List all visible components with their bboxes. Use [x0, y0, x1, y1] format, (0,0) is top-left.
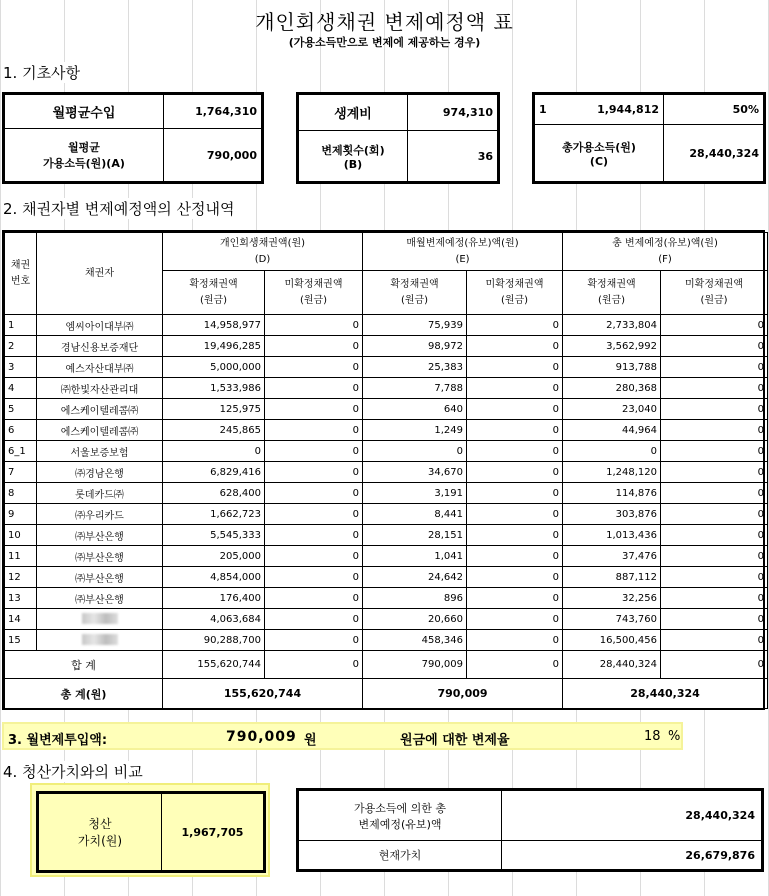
creditor-table — [2, 230, 765, 710]
row-f-unconfirmed: 0 — [661, 315, 768, 336]
row-creditor: ㈜부산은행 — [37, 588, 163, 609]
row-e-unconfirmed: 0 — [467, 504, 563, 525]
row-f-confirmed: 2,733,804 — [563, 315, 661, 336]
sum-d2: 0 — [265, 651, 363, 679]
sum-f1: 28,440,324 — [563, 651, 661, 679]
row-f-confirmed: 1,013,436 — [563, 525, 661, 546]
row-creditor — [37, 630, 163, 651]
row-d-confirmed: 628,400 — [163, 483, 265, 504]
row-creditor: 에스케이텔레콤㈜ — [37, 420, 163, 441]
group-d-line2: (D) — [254, 253, 271, 265]
row-d-confirmed: 245,865 — [163, 420, 265, 441]
row-f-confirmed: 114,876 — [563, 483, 661, 504]
row-f-unconfirmed: 0 — [661, 588, 768, 609]
table-row — [5, 525, 768, 546]
sum-e2: 0 — [467, 651, 563, 679]
row-f-unconfirmed: 0 — [661, 441, 768, 462]
row-f-unconfirmed: 0 — [661, 504, 768, 525]
sub-e-confirmed-line1: 확정채권액 — [390, 278, 439, 290]
comparison-box — [296, 788, 764, 872]
row-creditor: ㈜부산은행 — [37, 525, 163, 546]
compare-label-line1: 가용소득에 의한 총 — [353, 801, 446, 815]
col-no-header — [5, 233, 37, 315]
repay-count-label-line1: 변제횟수(회) — [321, 143, 385, 157]
table-row — [5, 546, 768, 567]
repay-count-value[interactable]: 36 — [408, 131, 498, 182]
table-row — [5, 420, 768, 441]
group-f-line2: (F) — [658, 253, 672, 265]
row-f-confirmed: 280,368 — [563, 378, 661, 399]
row-d-confirmed: 14,958,977 — [163, 315, 265, 336]
row-e-unconfirmed: 0 — [467, 567, 563, 588]
row-d-confirmed: 19,496,285 — [163, 336, 265, 357]
row-d-unconfirmed: 0 — [265, 336, 363, 357]
row-e-confirmed: 3,191 — [363, 483, 467, 504]
row-e-unconfirmed: 0 — [467, 462, 563, 483]
group-e-line2: (E) — [455, 253, 470, 265]
row-e-confirmed: 25,383 — [363, 357, 467, 378]
row-e-confirmed: 8,441 — [363, 504, 467, 525]
row-e-confirmed: 1,041 — [363, 546, 467, 567]
row-f-confirmed: 913,788 — [563, 357, 661, 378]
row-d-unconfirmed: 0 — [265, 525, 363, 546]
row-f-confirmed: 0 — [563, 441, 661, 462]
row-no: 5 — [5, 399, 37, 420]
grand-total-f: 28,440,324 — [563, 679, 768, 709]
table-row — [5, 399, 768, 420]
grand-total-label: 총 계(원) — [5, 679, 163, 709]
aux-amount: 1,944,812 — [597, 103, 659, 117]
table-row — [5, 315, 768, 336]
repayment-rate-value: 18 — [644, 729, 661, 744]
row-d-confirmed: 176,400 — [163, 588, 265, 609]
row-creditor: 에스케이텔레콤㈜ — [37, 399, 163, 420]
sub-d-unconfirmed — [265, 271, 363, 315]
row-f-unconfirmed: 0 — [661, 462, 768, 483]
sub-d-unconfirmed-line2: (원금) — [299, 294, 328, 306]
present-value: 26,679,876 — [502, 841, 762, 870]
row-d-unconfirmed: 0 — [265, 546, 363, 567]
row-d-unconfirmed: 0 — [265, 357, 363, 378]
compare-label — [299, 791, 502, 841]
row-d-confirmed: 1,533,986 — [163, 378, 265, 399]
row-no: 7 — [5, 462, 37, 483]
page-subtitle: (가용소득만으로 변제에 제공하는 경우) — [288, 36, 481, 49]
table-row — [5, 378, 768, 399]
row-e-confirmed: 98,972 — [363, 336, 467, 357]
liquidation-label-line1: 청산 — [88, 817, 112, 831]
row-creditor — [37, 609, 163, 630]
row-e-unconfirmed: 0 — [467, 420, 563, 441]
monthly-available-value[interactable]: 790,000 — [164, 129, 262, 182]
row-e-confirmed: 24,642 — [363, 567, 467, 588]
repayment-rate-unit: % — [668, 729, 681, 744]
monthly-payment-amount: 790,009 — [226, 729, 297, 745]
row-d-unconfirmed: 0 — [265, 420, 363, 441]
row-e-confirmed: 75,939 — [363, 315, 467, 336]
row-f-confirmed: 3,562,992 — [563, 336, 661, 357]
row-creditor: ㈜부산은행 — [37, 546, 163, 567]
row-creditor: ㈜우리카드 — [37, 504, 163, 525]
monthly-income-value[interactable]: 1,764,310 — [164, 95, 262, 129]
sub-d-confirmed-line2: (원금) — [199, 294, 228, 306]
table-row — [5, 357, 768, 378]
table-row — [5, 441, 768, 462]
row-d-confirmed: 4,063,684 — [163, 609, 265, 630]
row-f-unconfirmed: 0 — [661, 567, 768, 588]
total-available-value: 28,440,324 — [664, 125, 764, 182]
row-e-confirmed: 0 — [363, 441, 467, 462]
table-row — [5, 609, 768, 630]
row-d-unconfirmed: 0 — [265, 399, 363, 420]
repay-count-label-line2: (B) — [343, 157, 363, 171]
row-d-confirmed: 6,829,416 — [163, 462, 265, 483]
row-no: 6_1 — [5, 441, 37, 462]
row-f-unconfirmed: 0 — [661, 399, 768, 420]
row-f-confirmed: 44,964 — [563, 420, 661, 441]
row-f-unconfirmed: 0 — [661, 336, 768, 357]
row-d-confirmed: 205,000 — [163, 546, 265, 567]
row-no: 11 — [5, 546, 37, 567]
liquidation-label-line2: 가치(원) — [77, 834, 123, 848]
row-creditor: ㈜부산은행 — [37, 567, 163, 588]
row-f-unconfirmed: 0 — [661, 483, 768, 504]
col-no-line2: 번호 — [10, 275, 31, 287]
section-2-heading: 2. 채권자별 변제예정액의 산정내역 — [3, 198, 240, 219]
table-row — [5, 483, 768, 504]
table-row — [5, 588, 768, 609]
row-d-unconfirmed: 0 — [265, 483, 363, 504]
masked-name — [82, 634, 118, 645]
row-e-confirmed: 640 — [363, 399, 467, 420]
row-e-confirmed: 1,249 — [363, 420, 467, 441]
row-d-unconfirmed: 0 — [265, 630, 363, 651]
row-no: 15 — [5, 630, 37, 651]
row-no: 14 — [5, 609, 37, 630]
total-available-label — [535, 125, 664, 182]
repayment-rate-label: 원금에 대한 변제율 — [400, 733, 510, 748]
sum-label: 합 계 — [5, 651, 163, 679]
row-e-unconfirmed: 0 — [467, 546, 563, 567]
row-e-unconfirmed: 0 — [467, 336, 563, 357]
row-f-confirmed: 32,256 — [563, 588, 661, 609]
sub-e-confirmed-line2: (원금) — [400, 294, 429, 306]
sub-e-unconfirmed-line1: 미확정채권액 — [485, 278, 544, 290]
repay-count-label — [299, 131, 408, 182]
row-creditor: 예스자산대부㈜ — [37, 357, 163, 378]
living-cost-value[interactable]: 974,310 — [408, 95, 498, 131]
row-e-unconfirmed: 0 — [467, 609, 563, 630]
sub-e-confirmed — [363, 271, 467, 315]
row-creditor: ㈜한빛자산관리대 — [37, 378, 163, 399]
row-d-unconfirmed: 0 — [265, 315, 363, 336]
row-d-unconfirmed: 0 — [265, 609, 363, 630]
row-f-confirmed: 887,112 — [563, 567, 661, 588]
group-e-line1: 매월변제예정(유보)액(원) — [406, 237, 519, 249]
row-d-confirmed: 5,000,000 — [163, 357, 265, 378]
row-e-unconfirmed: 0 — [467, 357, 563, 378]
row-e-unconfirmed: 0 — [467, 399, 563, 420]
col-no-line1: 채권 — [10, 259, 31, 271]
total-available-label-line2: (C) — [589, 154, 609, 168]
row-e-unconfirmed: 0 — [467, 315, 563, 336]
row-d-confirmed: 5,545,333 — [163, 525, 265, 546]
sum-e1: 790,009 — [363, 651, 467, 679]
sub-e-unconfirmed-line2: (원금) — [500, 294, 529, 306]
monthly-available-label-line1: 월평균 — [68, 141, 100, 155]
row-creditor: ㈜경남은행 — [37, 462, 163, 483]
row-creditor: 경남신용보증재단 — [37, 336, 163, 357]
row-no: 3 — [5, 357, 37, 378]
row-d-confirmed: 90,288,700 — [163, 630, 265, 651]
row-f-unconfirmed: 0 — [661, 525, 768, 546]
row-e-confirmed: 20,660 — [363, 609, 467, 630]
aux-cell — [535, 95, 664, 125]
sub-f-confirmed — [563, 271, 661, 315]
row-f-confirmed: 743,760 — [563, 609, 661, 630]
row-f-unconfirmed: 0 — [661, 357, 768, 378]
row-creditor: 롯데카드㈜ — [37, 483, 163, 504]
row-no: 8 — [5, 483, 37, 504]
group-d-header — [163, 233, 363, 271]
row-d-unconfirmed: 0 — [265, 588, 363, 609]
present-value-label: 현재가치 — [299, 841, 502, 870]
row-no: 9 — [5, 504, 37, 525]
row-d-unconfirmed: 0 — [265, 567, 363, 588]
row-e-confirmed: 7,788 — [363, 378, 467, 399]
sub-f-confirmed-line1: 확정채권액 — [587, 278, 636, 290]
row-e-unconfirmed: 0 — [467, 378, 563, 399]
group-f-line1: 총 변제예정(유보)액(원) — [612, 237, 718, 249]
row-creditor: 서울보증보험 — [37, 441, 163, 462]
row-e-confirmed: 34,670 — [363, 462, 467, 483]
sub-f-confirmed-line2: (원금) — [597, 294, 626, 306]
row-d-unconfirmed: 0 — [265, 462, 363, 483]
sum-f2: 0 — [661, 651, 768, 679]
group-e-header — [363, 233, 563, 271]
row-d-confirmed: 0 — [163, 441, 265, 462]
row-f-confirmed: 37,476 — [563, 546, 661, 567]
aux-rate: 50% — [664, 95, 764, 125]
basic-total-box — [532, 92, 766, 184]
row-f-confirmed: 23,040 — [563, 399, 661, 420]
sub-f-unconfirmed-line2: (원금) — [700, 294, 728, 306]
liquidation-value-box — [30, 783, 270, 877]
row-e-unconfirmed: 0 — [467, 441, 563, 462]
row-f-confirmed: 303,876 — [563, 504, 661, 525]
row-d-confirmed: 125,975 — [163, 399, 265, 420]
aux-index: 1 — [539, 103, 547, 117]
row-no: 10 — [5, 525, 37, 546]
sub-d-confirmed — [163, 271, 265, 315]
page-title: 개인회생채권 변제예정액 표 — [255, 10, 514, 34]
group-f-header — [563, 233, 768, 271]
monthly-payment-label: 3. 월변제투입액: — [8, 733, 108, 748]
basic-cost-box — [296, 92, 500, 184]
sub-f-unconfirmed — [661, 271, 768, 315]
sum-d1: 155,620,744 — [163, 651, 265, 679]
monthly-payment-unit: 원 — [304, 733, 317, 748]
monthly-available-label-line2: 가용소득(원)(A) — [43, 157, 125, 171]
row-f-confirmed: 1,248,120 — [563, 462, 661, 483]
sub-f-unconfirmed-line1: 미확정채권액 — [685, 278, 743, 290]
row-no: 12 — [5, 567, 37, 588]
monthly-payment-banner — [2, 722, 683, 750]
compare-value: 28,440,324 — [502, 791, 762, 841]
living-cost-label: 생계비 — [299, 95, 408, 131]
row-e-unconfirmed: 0 — [467, 483, 563, 504]
row-f-unconfirmed: 0 — [661, 546, 768, 567]
grand-total-e: 790,009 — [363, 679, 563, 709]
grand-total-d: 155,620,744 — [163, 679, 363, 709]
sub-d-confirmed-line1: 확정채권액 — [189, 278, 238, 290]
row-e-confirmed: 896 — [363, 588, 467, 609]
row-no: 1 — [5, 315, 37, 336]
row-no: 6 — [5, 420, 37, 441]
row-d-unconfirmed: 0 — [265, 504, 363, 525]
col-creditor-header: 채권자 — [37, 233, 163, 315]
group-d-line1: 개인회생채권액(원) — [219, 237, 306, 249]
sub-e-unconfirmed — [467, 271, 563, 315]
row-f-unconfirmed: 0 — [661, 630, 768, 651]
row-e-unconfirmed: 0 — [467, 588, 563, 609]
row-creditor: 엠씨아이대부㈜ — [37, 315, 163, 336]
row-f-unconfirmed: 0 — [661, 378, 768, 399]
sub-d-unconfirmed-line1: 미확정채권액 — [284, 278, 343, 290]
row-e-unconfirmed: 0 — [467, 525, 563, 546]
monthly-income-label: 월평균수입 — [5, 95, 164, 129]
row-e-confirmed: 28,151 — [363, 525, 467, 546]
table-row — [5, 630, 768, 651]
row-no: 13 — [5, 588, 37, 609]
liquidation-value[interactable]: 1,967,705 — [162, 794, 264, 871]
row-d-confirmed: 4,854,000 — [163, 567, 265, 588]
row-d-unconfirmed: 0 — [265, 378, 363, 399]
table-row — [5, 462, 768, 483]
table-row — [5, 336, 768, 357]
row-d-confirmed: 1,662,723 — [163, 504, 265, 525]
total-available-label-line1: 총가용소득(원) — [562, 140, 636, 154]
liquidation-label — [39, 794, 162, 871]
row-no: 4 — [5, 378, 37, 399]
row-f-unconfirmed: 0 — [661, 609, 768, 630]
masked-name — [82, 613, 118, 624]
section-4-heading: 4. 청산가치와의 비교 — [3, 761, 149, 782]
row-e-unconfirmed: 0 — [467, 630, 563, 651]
section-1-heading: 1. 기초사항 — [3, 62, 86, 83]
row-no: 2 — [5, 336, 37, 357]
table-row — [5, 567, 768, 588]
basic-income-box — [2, 92, 264, 184]
monthly-available-label — [5, 129, 164, 182]
row-f-unconfirmed: 0 — [661, 420, 768, 441]
row-d-unconfirmed: 0 — [265, 441, 363, 462]
table-row — [5, 504, 768, 525]
compare-label-line2: 변제예정(유보)액 — [358, 817, 442, 831]
row-e-confirmed: 458,346 — [363, 630, 467, 651]
row-f-confirmed: 16,500,456 — [563, 630, 661, 651]
